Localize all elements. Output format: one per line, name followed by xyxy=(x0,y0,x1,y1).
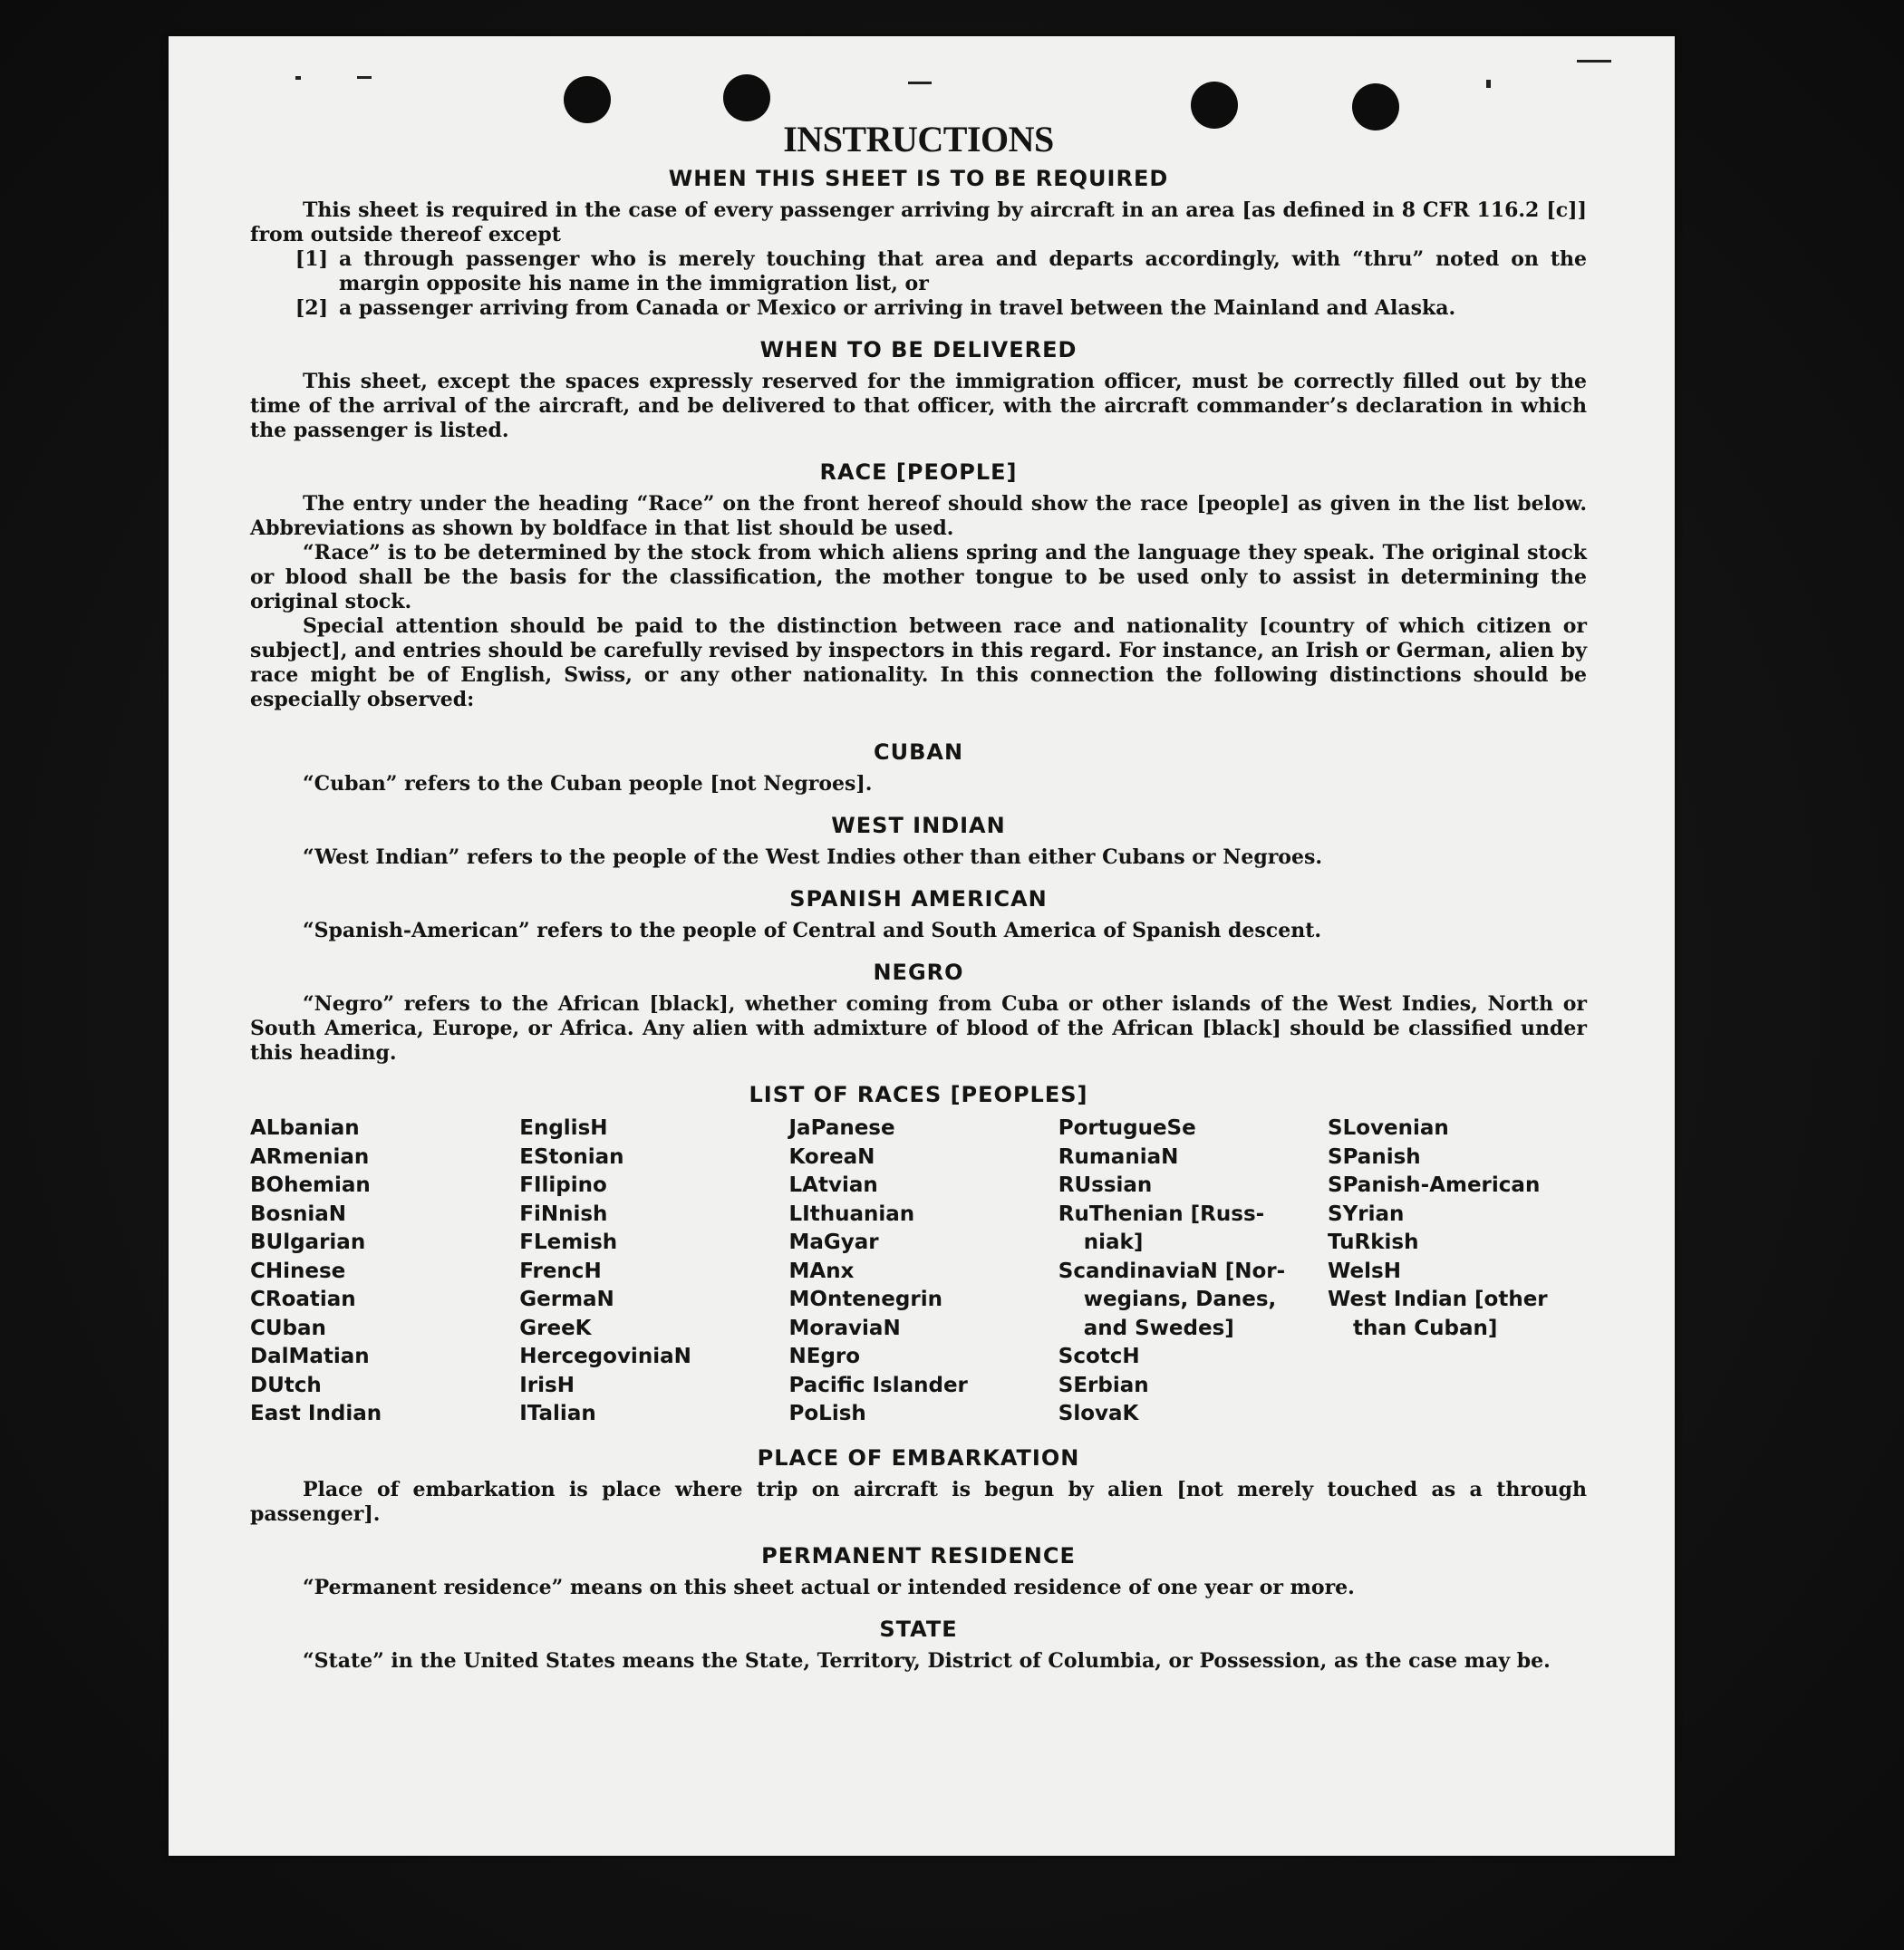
scan-speck xyxy=(357,76,372,79)
race-entry: SErbian xyxy=(1058,1373,1149,1397)
race-entry: ScandinaviaN [Nor- wegians, Danes, and Swedes] xyxy=(1058,1259,1286,1340)
race-entry: BosniaN xyxy=(250,1202,347,1226)
scan-speck xyxy=(295,76,301,80)
race-entry: GreeK xyxy=(519,1316,592,1340)
race-entry: SlovaK xyxy=(1058,1402,1139,1425)
race-entry: LIthuanian xyxy=(788,1202,915,1226)
exceptions-list xyxy=(250,247,1587,321)
scan-speck xyxy=(1486,80,1491,88)
race-entry: KoreaN xyxy=(788,1144,875,1169)
cuban-text: “Cuban” refers to the Cuban people [not Negroes]. xyxy=(303,772,873,796)
race-entry: NEgro xyxy=(788,1345,861,1368)
exception-number: [2] xyxy=(295,296,328,320)
section-heading-race: RACE [PEOPLE] xyxy=(819,459,1018,485)
race-entry: West Indian [other than Cuban] xyxy=(1328,1288,1548,1340)
document-sheet xyxy=(169,36,1675,1856)
section-heading-spanish-american: SPANISH AMERICAN xyxy=(789,886,1048,912)
race-entry: EnglisH xyxy=(519,1116,608,1140)
exception-number: [1] xyxy=(295,247,328,271)
race-entry: RumaniaN xyxy=(1058,1144,1179,1169)
race-entry: Pacific Islander xyxy=(788,1373,968,1397)
exception-text: a through passenger who is merely touching that area and departs accordingly, with “thru” noted on the margin opposite his name in the immigration list, or xyxy=(339,247,1587,295)
race-paragraph: “Race” is to be determined by the stock from which aliens spring and the language they speak. The original stock or blood shall be the basis for the classification, the mother tongue to be used only to assist in determining the original stock. xyxy=(250,541,1587,613)
race-entry: EStonian xyxy=(519,1144,624,1169)
race-entry: FrencH xyxy=(519,1259,602,1283)
section-heading-when-required: WHEN THIS SHEET IS TO BE REQUIRED xyxy=(668,166,1169,191)
race-entry: CUban xyxy=(250,1316,326,1340)
scan-speck xyxy=(908,82,932,84)
race-entry: FiNnish xyxy=(519,1202,608,1226)
west-indian-text: “West Indian” refers to the people of the West Indies other than either Cubans or Negroes. xyxy=(303,845,1323,869)
scan-speck xyxy=(1577,60,1611,63)
race-entry: WelsH xyxy=(1328,1259,1401,1283)
spanish-american-text: “Spanish-American” refers to the people of Central and South America of Spanish descent. xyxy=(303,919,1322,942)
races-list xyxy=(250,1115,1587,1429)
race-entry: ARmenian xyxy=(250,1144,370,1169)
section-heading-state: STATE xyxy=(879,1616,958,1642)
race-entry: SPanish xyxy=(1328,1144,1421,1169)
race-paragraph: The entry under the heading “Race” on the front hereof should show the race [people] as given in the list below. Abbreviations as shown by boldface in that list should be used. xyxy=(250,492,1587,540)
race-entry: PortugueSe xyxy=(1058,1116,1196,1140)
race-entry: BUlgarian xyxy=(250,1231,366,1254)
exception-item xyxy=(250,296,1587,321)
race-entry: DUtch xyxy=(250,1373,322,1397)
race-entry: SPanish-American xyxy=(1328,1173,1541,1197)
race-column xyxy=(789,1115,1049,1429)
race-entry: SYrian xyxy=(1328,1202,1405,1226)
section-heading-residence: PERMANENT RESIDENCE xyxy=(761,1542,1076,1569)
race-entry: DalMatian xyxy=(250,1345,370,1368)
race-entry: RUssian xyxy=(1058,1173,1153,1197)
section-heading-west-indian: WEST INDIAN xyxy=(831,813,1006,838)
embarkation-text: Place of embarkation is place where trip on aircraft is begun by alien [not merely touched as a through passenger]. xyxy=(250,1477,1587,1526)
race-entry: JaPanese xyxy=(788,1116,895,1140)
residence-text: “Permanent residence” means on this sheet actual or intended residence of one year or more. xyxy=(303,1575,1355,1599)
race-entry: FIlipino xyxy=(519,1173,607,1197)
race-column xyxy=(519,1115,778,1429)
race-entry: ITalian xyxy=(519,1402,596,1425)
race-entry: FLemish xyxy=(519,1231,618,1254)
race-column xyxy=(1328,1115,1587,1429)
when-required-intro: This sheet is required in the case of every passenger arriving by aircraft in an area [as defined in 8 CFR 116.2 [c]] from outside thereof except xyxy=(250,198,1587,246)
race-entry: SLovenian xyxy=(1328,1116,1449,1140)
race-entry: MoraviaN xyxy=(788,1316,901,1340)
race-entry: CRoatian xyxy=(250,1288,356,1311)
race-entry: LAtvian xyxy=(788,1173,878,1197)
section-heading-embarkation: PLACE OF EMBARKATION xyxy=(757,1444,1080,1471)
negro-text: “Negro” refers to the African [black], whether coming from Cuba or other islands of the West Indies, North or South America, Europe, or Africa. Any alien with admixture of blood of the African [black] should be classified under this heading. xyxy=(250,992,1587,1065)
race-entry: GermaN xyxy=(519,1288,614,1311)
punch-hole xyxy=(723,74,770,121)
state-text: “State” in the United States means the State, Territory, District of Columbia, or Possession, as the case may be. xyxy=(303,1648,1551,1673)
race-entry: HercegoviniaN xyxy=(519,1345,691,1368)
section-heading-list-of-races: LIST OF RACES [PEOPLES] xyxy=(749,1082,1088,1107)
race-entry: MOntenegrin xyxy=(788,1288,942,1311)
instructions-content xyxy=(250,118,1587,1674)
race-entry: BOhemian xyxy=(250,1173,371,1197)
page-title: INSTRUCTIONS xyxy=(783,119,1054,159)
exception-item xyxy=(250,247,1587,296)
race-column xyxy=(250,1115,509,1429)
race-entry: TuRkish xyxy=(1328,1231,1419,1254)
race-entry: East Indian xyxy=(250,1402,382,1425)
race-entry: MAnx xyxy=(788,1259,855,1283)
section-heading-negro: NEGRO xyxy=(873,960,964,985)
race-entry: IrisH xyxy=(519,1373,575,1397)
race-entry: RuThenian [Russ- niak] xyxy=(1058,1202,1265,1254)
section-heading-cuban: CUBAN xyxy=(873,739,964,765)
race-paragraph: Special attention should be paid to the distinction between race and nationality [country of which citizen or subject], and entries should be carefully revised by inspectors in this regard. For instance, an Irish or German, alien by race might be of English, Swiss, or any other nationality. In this connection the following distinctions should be especially observed: xyxy=(250,614,1587,711)
race-entry: ScotcH xyxy=(1058,1345,1140,1368)
race-entry: MaGyar xyxy=(788,1231,879,1254)
punch-hole xyxy=(564,76,611,123)
race-entry: ALbanian xyxy=(250,1116,360,1140)
section-heading-when-delivered: WHEN TO BE DELIVERED xyxy=(759,337,1078,362)
race-column xyxy=(1058,1115,1318,1429)
race-entry: CHinese xyxy=(250,1259,346,1283)
race-entry: PoLish xyxy=(788,1402,866,1425)
when-delivered-text: This sheet, except the spaces expressly reserved for the immigration officer, must be correctly filled out by the time of the arrival of the aircraft, and be delivered to that officer, with the aircraft commander’s declaration in which the passenger is listed. xyxy=(250,370,1587,442)
exception-text: a passenger arriving from Canada or Mexico or arriving in travel between the Mainland and Alaska. xyxy=(339,296,1456,320)
